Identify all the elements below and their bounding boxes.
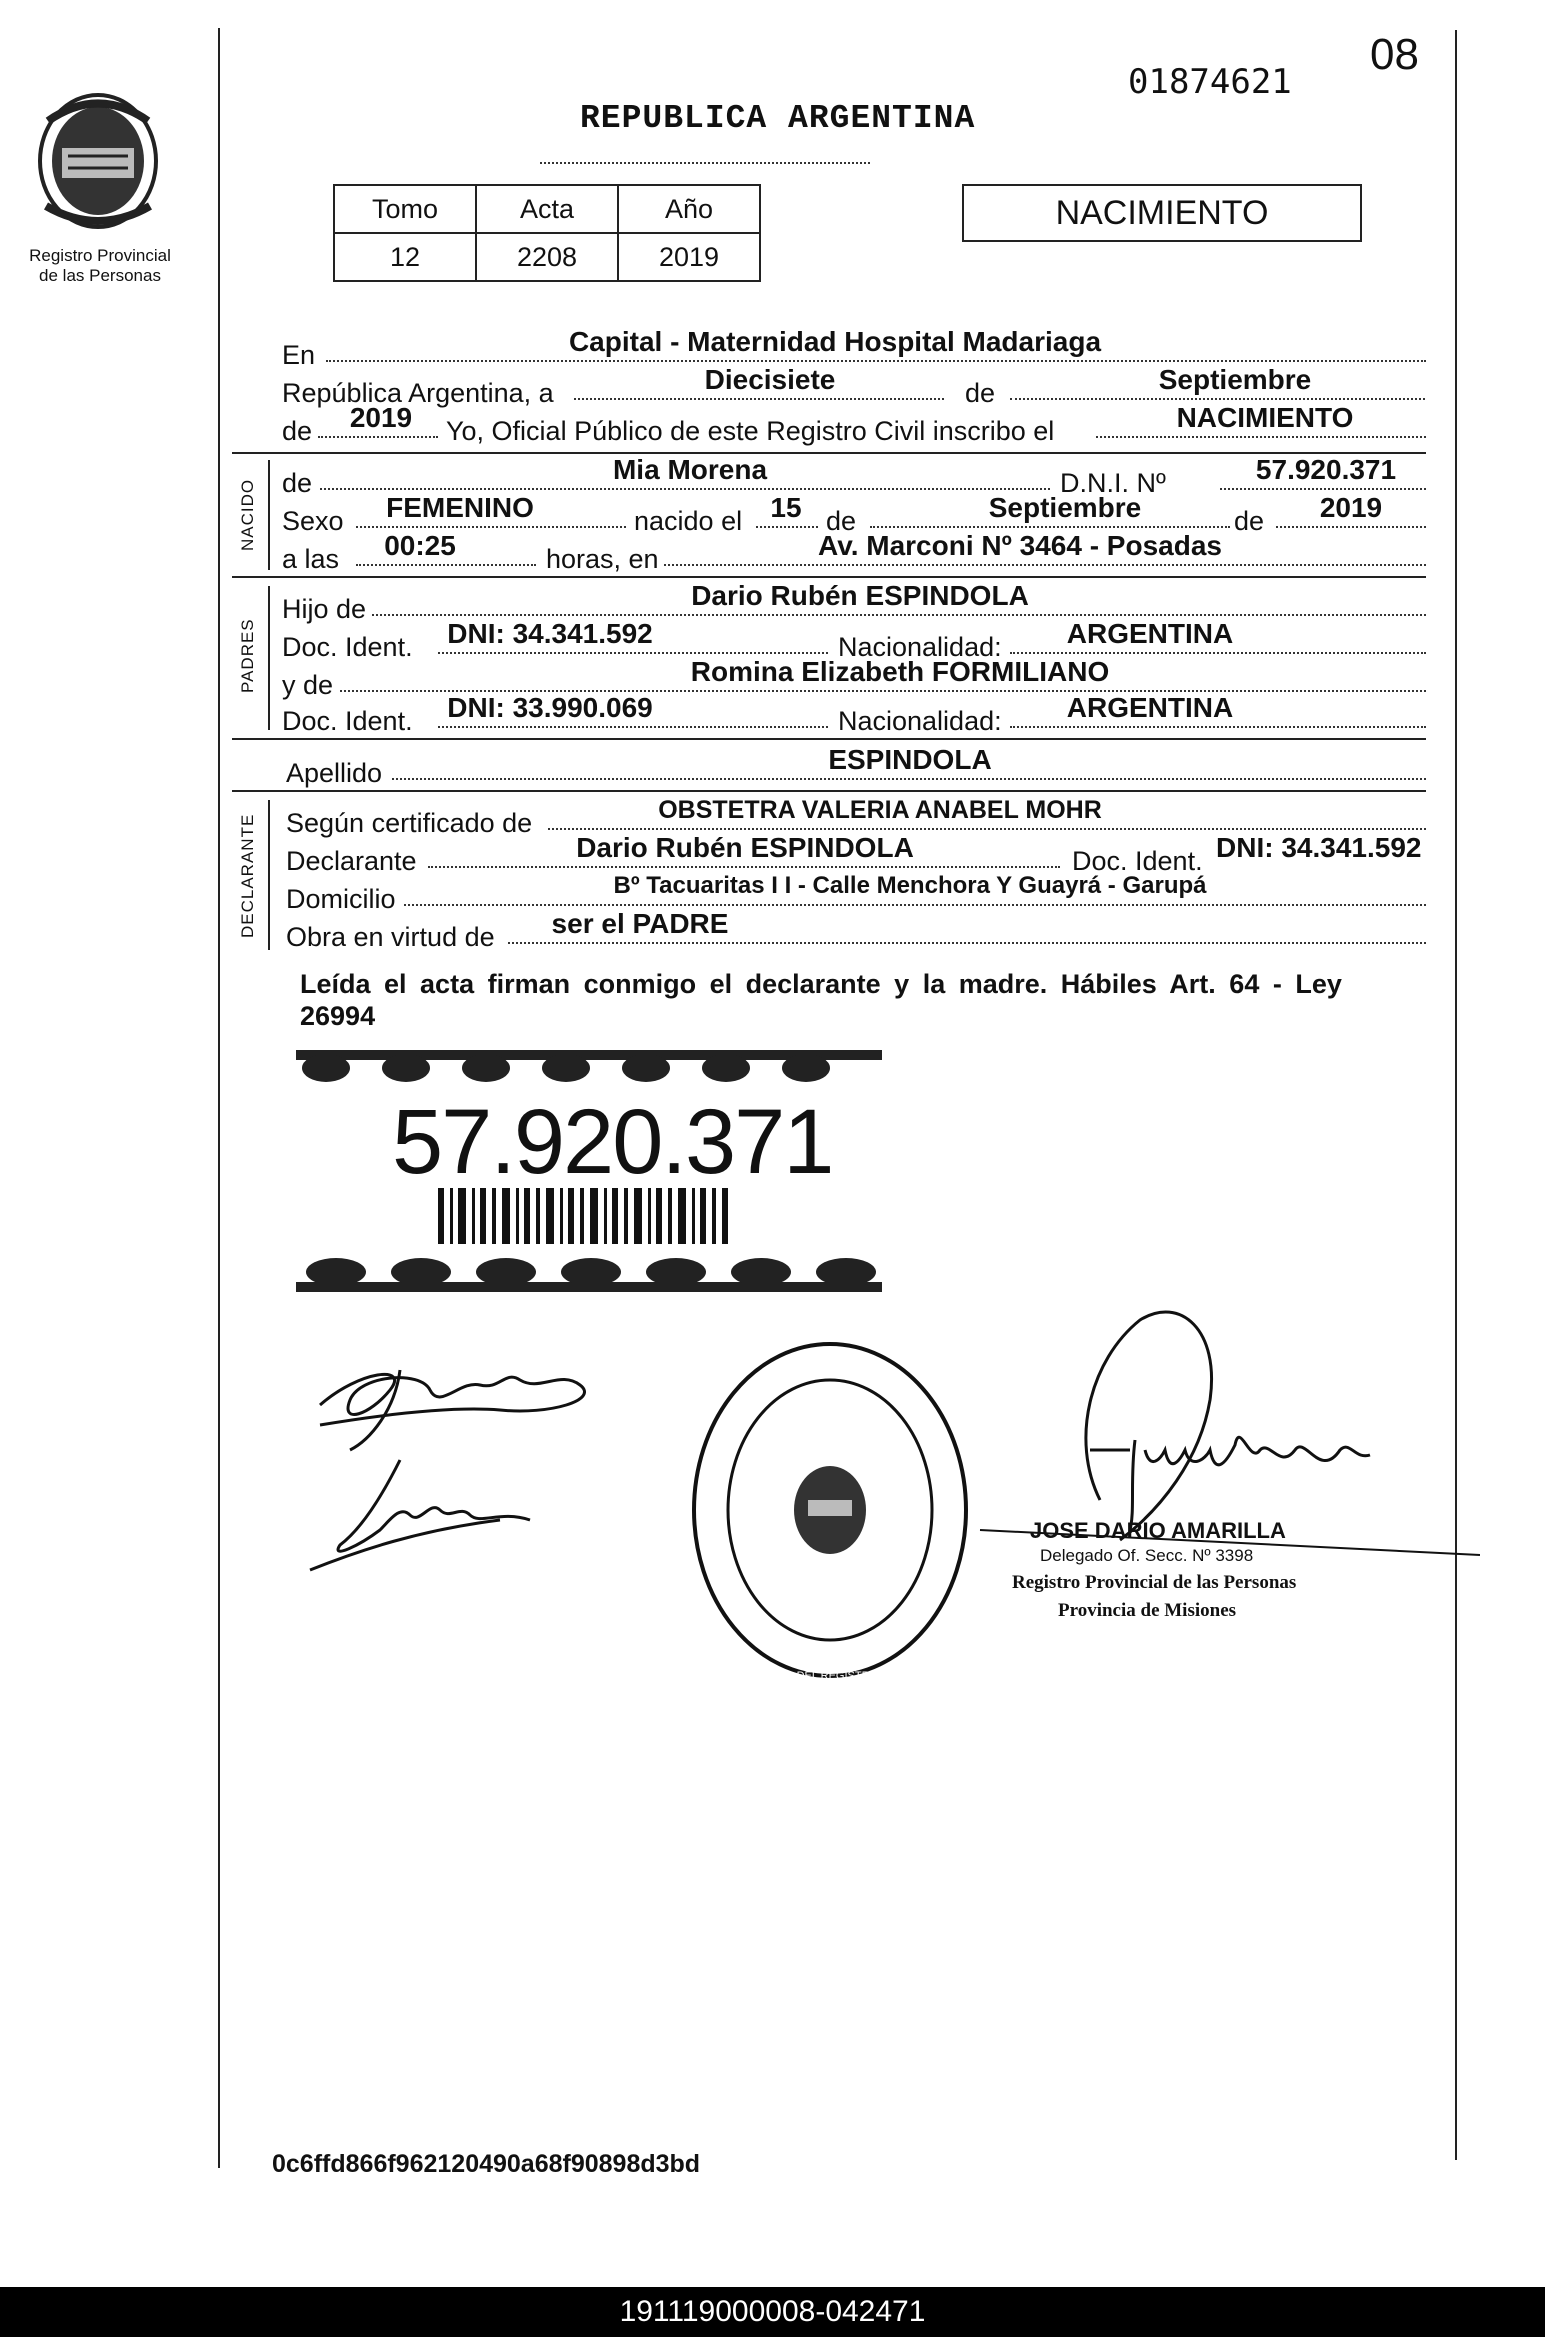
- rule-after-parents: [232, 738, 1426, 740]
- rule-after-surname: [232, 790, 1426, 792]
- province-logo: [28, 86, 168, 236]
- born-time-label: a las: [282, 544, 340, 574]
- born-sex: FEMENINO: [386, 492, 534, 523]
- registration-type: NACIMIENTO: [1176, 402, 1354, 433]
- closing-note: Leída el acta firman conmigo el declarante y la madre. Hábiles Art. 64 - Ley 26994: [300, 969, 1342, 1031]
- father-nationality: ARGENTINA: [1066, 618, 1234, 649]
- virtue-value: ser el PADRE: [551, 908, 729, 939]
- side-label-declarant: DECLARANTE: [238, 813, 257, 938]
- record-type-box: [962, 184, 1362, 242]
- country-title: REPUBLICA ARGENTINA: [580, 100, 976, 137]
- surname-value: ESPINDOLA: [828, 744, 992, 775]
- born-dni-label: D.N.I. Nº: [1060, 468, 1166, 498]
- mother-doc-label: Doc. Ident.: [282, 706, 413, 736]
- date-month-dots: [1010, 398, 1425, 400]
- date-label: República Argentina, a: [282, 378, 554, 408]
- date-month: Septiembre: [1158, 364, 1312, 395]
- official-name: JOSE DARIO AMARILLA: [1030, 1518, 1286, 1543]
- declarant-section-rule: [268, 800, 270, 950]
- rule-after-born: [232, 576, 1426, 578]
- father-nat-dots: [1010, 652, 1426, 654]
- born-name-label: de: [282, 468, 313, 498]
- born-year-dots: [1276, 526, 1426, 528]
- header-tomo: Tomo: [334, 185, 476, 233]
- mother-nat-label: Nacionalidad:: [838, 706, 1002, 736]
- place-value: Capital - Maternidad Hospital Madariaga: [568, 326, 1102, 357]
- born-name-dots: [320, 488, 1050, 490]
- born-sex-dots: [356, 526, 626, 528]
- declarant-signature: [300, 1330, 630, 1610]
- mother-label: y de: [282, 670, 334, 700]
- father-name: Dario Rubén ESPINDOLA: [691, 580, 1029, 611]
- footer-code: 191119000008-042471: [619, 2295, 926, 2328]
- surname-dots: [392, 778, 1426, 780]
- address-label: Domicilio: [286, 884, 396, 914]
- value-ano: 2019: [618, 233, 760, 281]
- born-place-label: horas, en: [546, 544, 659, 574]
- father-doc-label: Doc. Ident.: [282, 632, 413, 662]
- born-time-dots: [356, 564, 536, 566]
- born-place: Av. Marconi Nº 3464 - Posadas: [818, 530, 1222, 561]
- born-month: Septiembre: [988, 492, 1142, 523]
- born-de1-label: de: [826, 506, 857, 536]
- address-dots: [404, 904, 1426, 906]
- date-de-label: de: [965, 378, 996, 408]
- father-dots: [372, 614, 1426, 616]
- sticker-number: 57.920.371: [392, 1091, 833, 1193]
- document-hash: 0c6ffd866f962120490a68f90898d3bd: [272, 2150, 701, 2178]
- surname-label: Apellido: [286, 758, 383, 788]
- header-ano: Año: [618, 185, 760, 233]
- registration-year: 2019: [349, 402, 413, 433]
- id-sticker: [296, 1050, 882, 1292]
- place-dots: [326, 360, 1426, 362]
- born-section-rule: [268, 460, 270, 570]
- declarant-name: Dario Rubén ESPINDOLA: [576, 832, 914, 863]
- side-label-born: NACIDO: [238, 478, 257, 551]
- mother-doc: DNI: 33.990.069: [447, 692, 653, 723]
- record-type: NACIMIENTO: [1055, 194, 1269, 232]
- father-doc-dots: [438, 652, 828, 654]
- father-label: Hijo de: [282, 594, 367, 624]
- header-acta: Acta: [476, 185, 618, 233]
- mother-doc-dots: [438, 726, 828, 728]
- certificate-label: Según certificado de: [286, 808, 533, 838]
- born-de2-label: de: [1234, 506, 1265, 536]
- born-sex-label: Sexo: [282, 506, 344, 536]
- registration-de-label: de: [282, 416, 313, 446]
- born-year: 2019: [1319, 492, 1383, 523]
- declarant-doc-label: Doc. Ident.: [1072, 846, 1203, 876]
- value-acta: 2208: [476, 233, 618, 281]
- declarant-dots: [428, 866, 1060, 868]
- born-month-dots: [870, 526, 1230, 528]
- official-office: Registro Provincial de las Personas: [1012, 1572, 1297, 1593]
- declarant-doc: DNI: 34.341.592: [1216, 832, 1422, 863]
- parents-section-rule: [268, 586, 270, 730]
- born-dni-dots: [1220, 488, 1426, 490]
- declarant-label: Declarante: [286, 846, 417, 876]
- page-number: 08: [1370, 30, 1419, 79]
- serial-number: 01874621: [1128, 62, 1292, 102]
- address-value: Bº Tacuaritas I I - Calle Menchora Y Guayrá - Garupá: [613, 872, 1207, 899]
- record-table: [333, 184, 761, 282]
- born-day: 15: [770, 492, 802, 523]
- virtue-dots: [508, 942, 1426, 944]
- born-dni: 57.920.371: [1255, 454, 1397, 485]
- born-time: 00:25: [384, 530, 456, 561]
- registration-year-dots: [318, 436, 438, 438]
- registry-name: Registro Provincial de las Personas: [29, 246, 171, 285]
- right-margin-rule: [1455, 30, 1457, 2160]
- father-nat-label: Nacionalidad:: [838, 632, 1002, 662]
- title-underline: [540, 162, 870, 164]
- left-margin-rule: [218, 28, 220, 2168]
- father-doc: DNI: 34.341.592: [447, 618, 653, 649]
- born-name: Mia Morena: [612, 454, 768, 485]
- virtue-label: Obra en virtud de: [286, 922, 495, 952]
- value-tomo: 12: [334, 233, 476, 281]
- certificate-dots: [548, 828, 1426, 830]
- mother-nat-dots: [1010, 726, 1426, 728]
- footer-bar: [0, 2287, 1545, 2337]
- registration-text: Yo, Oficial Público de este Registro Civil inscribo el: [446, 416, 1055, 446]
- place-label: En: [282, 340, 316, 370]
- official-title: Delegado Of. Secc. Nº 3398: [1040, 1546, 1254, 1565]
- born-date-label: nacido el: [634, 506, 743, 536]
- born-place-dots: [664, 564, 1426, 566]
- mother-nationality: ARGENTINA: [1066, 692, 1234, 723]
- certificate-value: OBSTETRA VALERIA ANABEL MOHR: [658, 796, 1102, 824]
- official-province: Provincia de Misiones: [1058, 1600, 1237, 1621]
- registration-type-dots: [1096, 436, 1426, 438]
- mother-name: Romina Elizabeth FORMILIANO: [690, 656, 1110, 687]
- official-seal: [680, 1330, 980, 1706]
- born-day-dots: [756, 526, 818, 528]
- date-day: Diecisiete: [704, 364, 836, 395]
- side-label-parents: PADRES: [238, 618, 257, 693]
- seal-text: DIRECC. GRAL. DEL REGISTRO PROVINCIAL DE LAS PERSONAS - MINISTERIO DE GOBIERNO: [712, 1670, 948, 1706]
- date-day-dots: [574, 398, 944, 400]
